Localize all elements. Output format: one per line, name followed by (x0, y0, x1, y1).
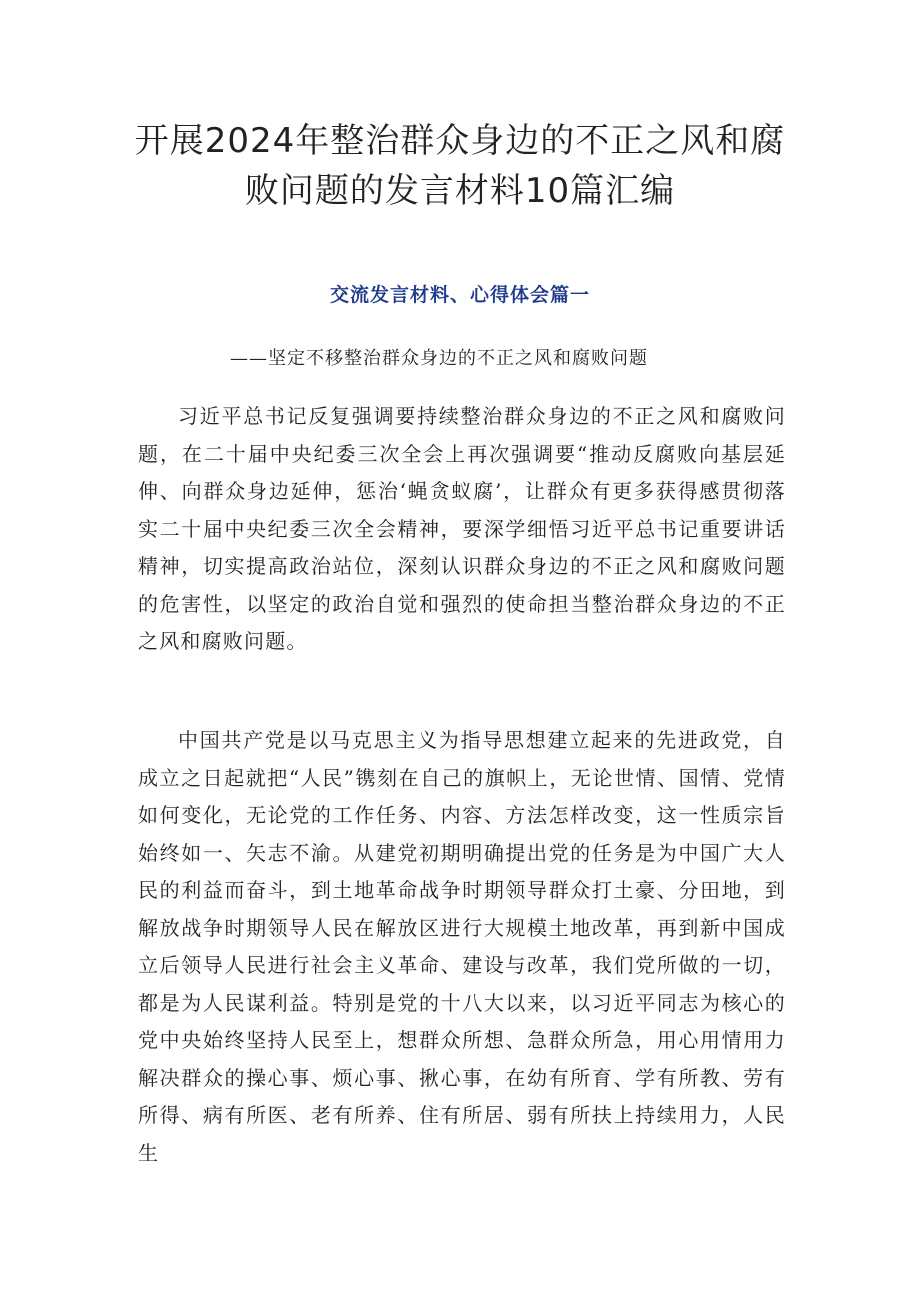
section-subtitle: ——坚定不移整治群众身边的不正之风和腐败问题 (230, 348, 648, 369)
body-paragraph-2: 中国共产党是以马克思主义为指导思想建立起来的先进政党，自成立之日起就把“人民”镌刻在自己的旗帜上，无论世情、国情、党情如何变化，无论党的工作任务、内容、方法怎样改变，这一性质宗旨始终如一、矢志不渝。从建党初期明确提出党的任务是为中国广大人民的利益而奋斗，到土地革命战争时期领导群众打土豪、分田地，到解放战争时期领导人民在解放区进行大规模土地改革，再到新中国成立后领导人民进行社会主义革命、建设与改革，我们党所做的一切，都是为人民谋利益。特别是党的十八大以来，以习近平同志为核心的党中央始终坚持人民至上，想群众所想、急群众所急，用心用情用力解决群众的操心事、烦心事、揪心事，在幼有所育、学有所教、劳有所得、病有所医、老有所养、住有所居、弱有所扶上持续用力，人民生 (138, 728, 786, 1165)
body-paragraph-1: 习近平总书记反复强调要持续整治群众身边的不正之风和腐败问题，在二十届中央纪委三次全会上再次强调要“推动反腐败向基层延伸、向群众身边延伸，惩治‘蝇贪蚁腐’，让群众有更多获得感贯彻落实二十届中央纪委三次全会精神，要深学细悟习近平总书记重要讲话精神，切实提高政治站位，深刻认识群众身边的不正之风和腐败问题的危害性，以坚定的政治自觉和强烈的使命担当整治群众身边的不正之风和腐败问题。 (138, 404, 786, 653)
section-heading: 交流发言材料、心得体会篇一 (329, 284, 590, 306)
document-title: 开展2024年整治群众身边的不正之风和腐败问题的发言材料10篇汇编 (134, 121, 786, 211)
